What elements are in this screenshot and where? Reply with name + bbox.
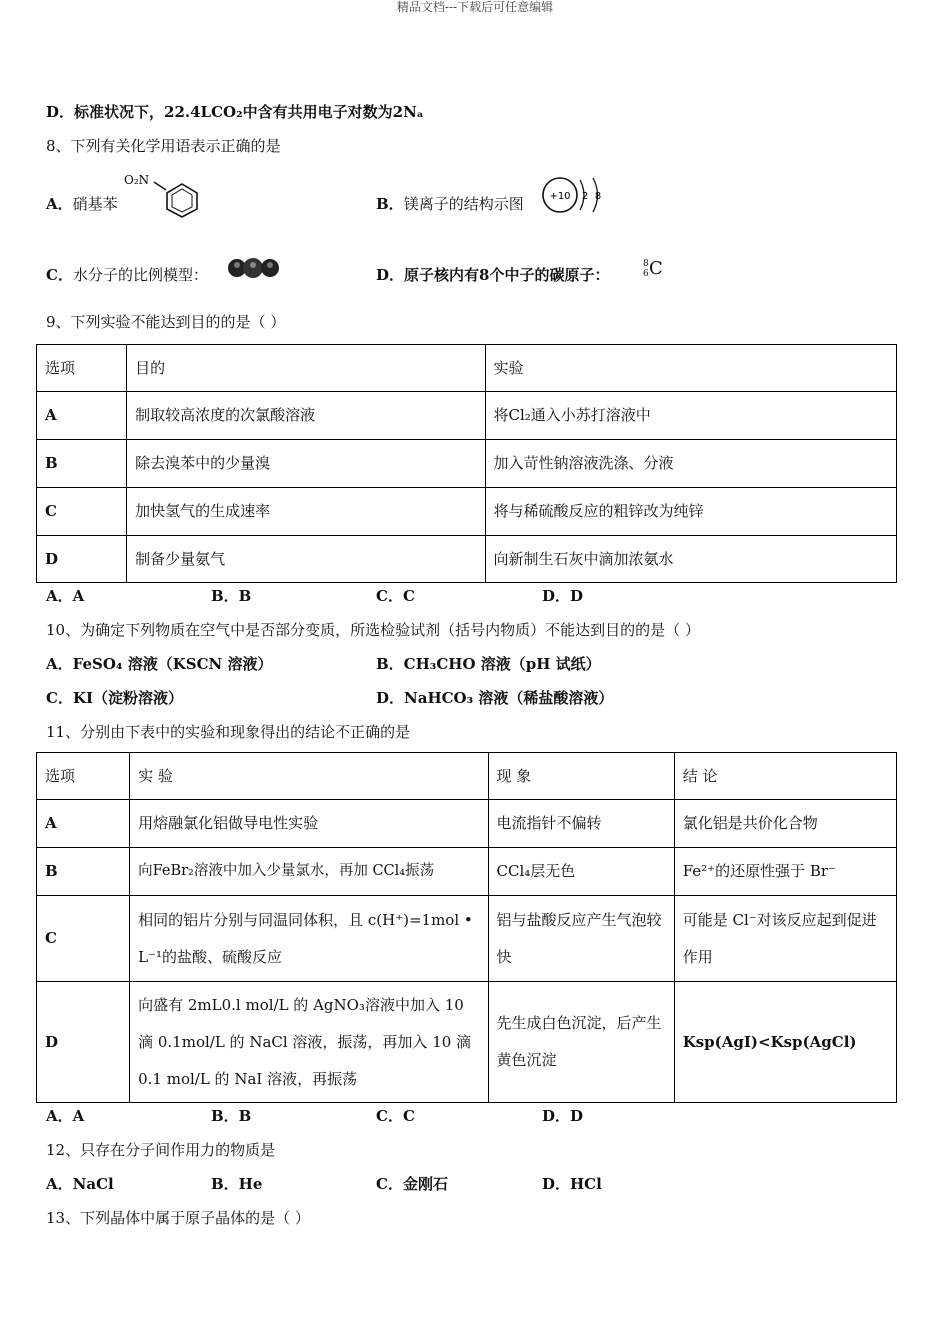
q8-option-d: D．原子核内有8个中子的碳原子： <box>376 266 610 284</box>
q12-choice-c: C．金刚石 <box>376 1175 448 1193</box>
q12-choice-b: B．He <box>211 1175 263 1193</box>
q11-header-phenomenon: 现 象 <box>488 753 674 800</box>
q9-header-option: 选项 <box>37 345 127 392</box>
q8-option-a: A．硝基苯 <box>46 195 118 213</box>
nitro-label: O₂N <box>124 173 150 187</box>
q10-option-c: C．KI（淀粉溶液） <box>46 689 183 707</box>
q9-header-experiment: 实验 <box>485 345 897 392</box>
q9-choice-d: D．D <box>542 587 584 605</box>
table-row: A 用熔融氯化铝做导电性实验 电流指针不偏转 氯化铝是共价化合物 <box>37 800 897 848</box>
q8-option-b: B．镁离子的结构示图 <box>376 195 524 213</box>
table-row: D 向盛有 2mL0.l mol/L 的 AgNO₃溶液中加入 10 滴 0.1mol/L 的 NaCl 溶液，振荡，再加入 10 滴 0.1 mol/L 的 NaI 溶液，再振荡 先生成白色沉淀，后产生黄色沉淀 Ksp(AgI)<Ksp(AgCl) <box>37 982 897 1103</box>
q12-choice-d: D．HCl <box>542 1175 602 1193</box>
q10-option-a: A．FeSO₄ 溶液（KSCN 溶液） <box>46 655 273 673</box>
q11-choice-c: C．C <box>376 1107 415 1125</box>
magnesium-ion-diagram-icon <box>540 174 610 220</box>
table-row <box>37 345 897 392</box>
table-row: B 除去溴苯中的少量溴 加入苛性钠溶液洗涤、分液 <box>37 440 897 488</box>
q9-choice-a: A．A <box>46 587 85 605</box>
ion-shell-1: 2 <box>581 191 589 202</box>
table-row: C 加快氢气的生成速率 将与稀硫酸反应的粗锌改为纯锌 <box>37 488 897 536</box>
q8-stem: 8、下列有关化学用语表示正确的是 <box>46 137 281 155</box>
nitrobenzene-structure-icon <box>124 170 204 220</box>
table-row: B 向FeBr₂溶液中加入少量氯水，再加 CCl₄振荡 CCl₄层无色 Fe²⁺的还原性强于 Br⁻ <box>37 848 897 896</box>
q12-choice-a: A．NaCl <box>46 1175 114 1193</box>
carbon-isotope-symbol: 8 6 C <box>643 258 663 279</box>
q9-stem: 9、下列实验不能达到目的的是（ ） <box>46 313 286 331</box>
q11-choice-d: D．D <box>542 1107 584 1125</box>
q11-header-experiment: 实 验 <box>130 753 488 800</box>
q9-table <box>36 344 897 583</box>
q10-option-d: D．NaHCO₃ 溶液（稀盐酸溶液） <box>376 689 614 707</box>
table-row: D 制备少量氨气 向新制生石灰中滴加浓氨水 <box>37 536 897 583</box>
table-row: A 制取较高浓度的次氯酸溶液 将Cl₂通入小苏打溶液中 <box>37 392 897 440</box>
ion-nucleus: +10 <box>549 191 571 202</box>
table-row: C 相同的铝片分别与同温同体积，且 c(H⁺)=1mol • L⁻¹的盐酸、硫酸反应 铝与盐酸反应产生气泡较快 可能是 Cl⁻对该反应起到促进作用 <box>37 896 897 982</box>
q10-option-b: B．CH₃CHO 溶液（pH 试纸） <box>376 655 601 673</box>
q11-table <box>36 752 897 1103</box>
page-header: 精品文档---下载后可任意编辑 <box>396 0 554 14</box>
q7-option-d: D．标准状况下，22.4LCO₂中含有共用电子对数为2Nₐ <box>46 103 424 121</box>
q10-stem: 10、为确定下列物质在空气中是否部分变质，所选检验试剂（括号内物质）不能达到目的的是（ ） <box>46 621 700 639</box>
table-row <box>37 753 897 800</box>
q11-choice-b: B．B <box>211 1107 252 1125</box>
q11-stem: 11、分别由下表中的实验和现象得出的结论不正确的是 <box>46 723 411 741</box>
q11-header-conclusion: 结 论 <box>674 753 896 800</box>
q8-option-c: C．水分子的比例模型： <box>46 266 208 284</box>
ion-shell-2: 8 <box>594 191 602 202</box>
q13-stem: 13、下列晶体中属于原子晶体的是（ ） <box>46 1209 310 1227</box>
q9-header-purpose: 目的 <box>127 345 485 392</box>
q9-choice-c: C．C <box>376 587 415 605</box>
q11-choice-a: A．A <box>46 1107 85 1125</box>
q9-choice-b: B．B <box>211 587 252 605</box>
water-space-filling-model-icon <box>226 256 284 280</box>
q11-header-option: 选项 <box>37 753 130 800</box>
q12-stem: 12、只存在分子间作用力的物质是 <box>46 1141 276 1159</box>
